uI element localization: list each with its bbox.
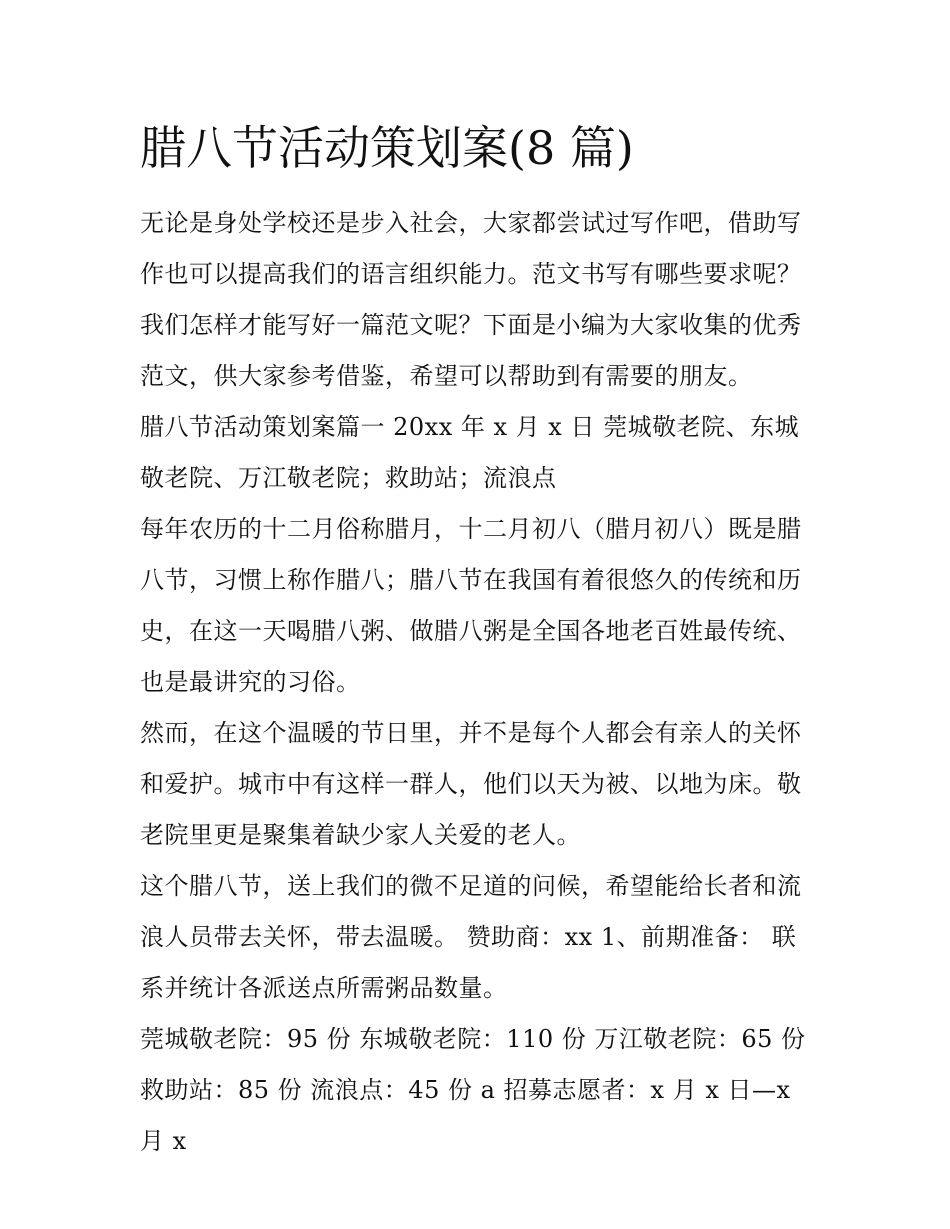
paragraph-purpose: 这个腊八节，送上我们的微不足道的问候，希望能给长者和流浪人员带去关怀，带去温暖。 赞助商：xx 1、前期准备： 联系并统计各派送点所需粥品数量。: [140, 872, 802, 1002]
document-body: [140, 198, 814, 1167]
paragraph-quantities: 莞城敬老院：95 份 东城敬老院：110 份 万江敬老院：65 份 救助站：85 份 流浪点：45 份 a 招募志愿者：x 月 x 日—x 月 x: [140, 1025, 806, 1155]
document-title: 腊八节活动策划案(8 篇): [140, 121, 634, 175]
paragraph-context: 然而，在这个温暖的节日里，并不是每个人都会有亲人的关怀和爱护。城市中有这样一群人，他们以天为被、以地为床。敬老院里更是聚集着缺少家人关爱的老人。: [140, 719, 802, 849]
paragraph-intro: 无论是身处学校还是步入社会，大家都尝试过写作吧，借助写作也可以提高我们的语言组织能力。范文书写有哪些要求呢？我们怎样才能写好一篇范文呢？下面是小编为大家收集的优秀范文，供大家参考借鉴，希望可以帮助到有需要的朋友。: [140, 209, 802, 390]
paragraph-plan-header: 腊八节活动策划案篇一 20xx 年 x 月 x 日 莞城敬老院、东城敬老院、万江敬老院；救助站；流浪点: [140, 413, 800, 492]
paragraph-background: 每年农历的十二月俗称腊月，十二月初八（腊月初八）既是腊八节，习惯上称作腊八；腊八节在我国有着很悠久的传统和历史，在这一天喝腊八粥、做腊八粥是全国各地老百姓最传统、也是最讲究的习俗。: [140, 515, 802, 696]
